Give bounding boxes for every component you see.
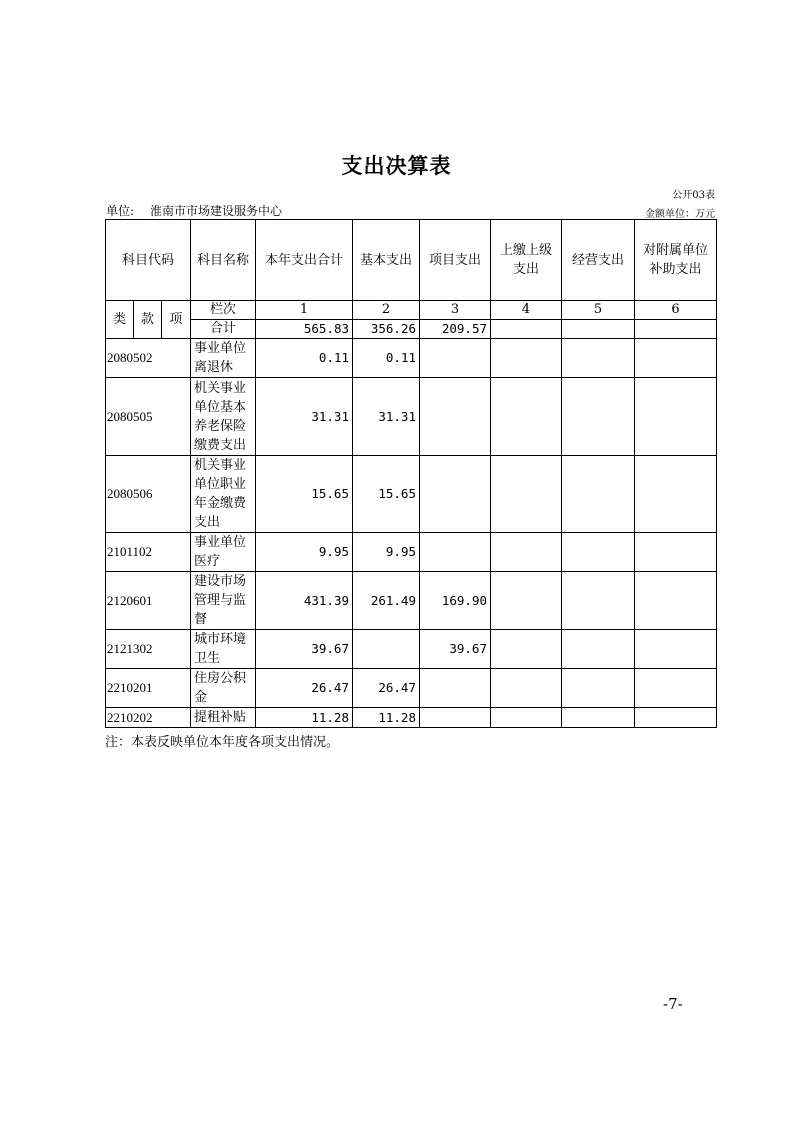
- column-number: 1: [256, 301, 353, 320]
- amount-project: [420, 378, 491, 456]
- header-xiang: 项: [162, 301, 191, 339]
- table-row: [106, 708, 717, 728]
- header-name: 科目名称: [191, 220, 256, 301]
- amount-total: 0.11: [256, 339, 353, 378]
- header-code: 科目代码: [106, 220, 191, 301]
- table-row: [106, 669, 717, 708]
- column-number: 3: [420, 301, 491, 320]
- subject-code: 2080506: [106, 456, 191, 533]
- amount-operating: [562, 669, 635, 708]
- header-row: [106, 220, 717, 301]
- amount-project: 169.90: [420, 572, 491, 630]
- subject-code: 2210201: [106, 669, 191, 708]
- amount-basic: 11.28: [353, 708, 420, 728]
- column-number-label: 栏次: [191, 301, 256, 320]
- amount-total: 431.39: [256, 572, 353, 630]
- amount-subsidy: [635, 572, 717, 630]
- amount-upper: [491, 630, 562, 669]
- amount-project: [420, 533, 491, 572]
- subject-name: 事业单位医疗: [191, 533, 256, 572]
- amount-operating: [562, 708, 635, 728]
- column-number: 4: [491, 301, 562, 320]
- unit-label: 单位:: [106, 204, 135, 218]
- total-cell: 565.83: [256, 320, 353, 339]
- table-row: [106, 630, 717, 669]
- amount-operating: [562, 378, 635, 456]
- amount-project: [420, 669, 491, 708]
- column-number-row: [106, 301, 717, 320]
- total-cell: 356.26: [353, 320, 420, 339]
- amount-upper: [491, 572, 562, 630]
- amount-project: [420, 708, 491, 728]
- amount-operating: [562, 630, 635, 669]
- header-upper: 上缴上级支出: [491, 220, 562, 301]
- total-cell: [635, 320, 717, 339]
- column-number: 6: [635, 301, 717, 320]
- page-number: -7-: [663, 995, 683, 1013]
- table-row: [106, 533, 717, 572]
- amount-operating: [562, 456, 635, 533]
- amount-basic: 15.65: [353, 456, 420, 533]
- amount-total: 9.95: [256, 533, 353, 572]
- amount-subsidy: [635, 669, 717, 708]
- amount-subsidy: [635, 339, 717, 378]
- amount-project: 39.67: [420, 630, 491, 669]
- subject-name: 提租补贴: [191, 708, 256, 728]
- amount-operating: [562, 533, 635, 572]
- amount-total: 11.28: [256, 708, 353, 728]
- header-lei: 类: [106, 301, 134, 339]
- amount-upper: [491, 456, 562, 533]
- amount-upper: [491, 708, 562, 728]
- subject-code: 2101102: [106, 533, 191, 572]
- amount-unit: 金额单位：万元: [645, 209, 715, 220]
- column-number: 5: [562, 301, 635, 320]
- header-basic: 基本支出: [353, 220, 420, 301]
- unit-row: [106, 202, 282, 219]
- amount-basic: 9.95: [353, 533, 420, 572]
- header-subsidy: 对附属单位补助支出: [635, 220, 717, 301]
- subject-name: 住房公积金: [191, 669, 256, 708]
- table-row: [106, 378, 717, 456]
- subject-name: 建设市场管理与监督: [191, 572, 256, 630]
- amount-subsidy: [635, 708, 717, 728]
- subject-name: 事业单位离退休: [191, 339, 256, 378]
- subject-name: 机关事业单位职业年金缴费支出: [191, 456, 256, 533]
- amount-upper: [491, 669, 562, 708]
- amount-total: 31.31: [256, 378, 353, 456]
- amount-basic: [353, 630, 420, 669]
- amount-subsidy: [635, 630, 717, 669]
- header-kuan: 款: [134, 301, 162, 339]
- subject-code: 2210202: [106, 708, 191, 728]
- header-operating: 经营支出: [562, 220, 635, 301]
- subject-code: 2120601: [106, 572, 191, 630]
- amount-project: [420, 339, 491, 378]
- expenditure-table: [105, 219, 717, 728]
- unit-name: 淮南市市场建设服务中心: [150, 204, 283, 218]
- subject-name: 机关事业单位基本养老保险缴费支出: [191, 378, 256, 456]
- total-row: [106, 320, 717, 339]
- amount-total: 15.65: [256, 456, 353, 533]
- total-cell: 209.57: [420, 320, 491, 339]
- subject-code: 2080502: [106, 339, 191, 378]
- amount-subsidy: [635, 378, 717, 456]
- amount-upper: [491, 533, 562, 572]
- amount-operating: [562, 339, 635, 378]
- header-project: 项目支出: [420, 220, 491, 301]
- subject-code: 2121302: [106, 630, 191, 669]
- amount-basic: 31.31: [353, 378, 420, 456]
- page-title: 支出决算表: [341, 154, 452, 178]
- amount-operating: [562, 572, 635, 630]
- form-number: 公开03表: [672, 190, 715, 201]
- subject-name: 城市环境卫生: [191, 630, 256, 669]
- amount-upper: [491, 339, 562, 378]
- amount-subsidy: [635, 456, 717, 533]
- amount-total: 26.47: [256, 669, 353, 708]
- total-cell: [562, 320, 635, 339]
- amount-project: [420, 456, 491, 533]
- table-row: [106, 572, 717, 630]
- header-total: 本年支出合计: [256, 220, 353, 301]
- amount-subsidy: [635, 533, 717, 572]
- table-row: [106, 456, 717, 533]
- amount-upper: [491, 378, 562, 456]
- amount-basic: 261.49: [353, 572, 420, 630]
- subject-code: 2080505: [106, 378, 191, 456]
- total-label: 合计: [191, 320, 256, 339]
- amount-total: 39.67: [256, 630, 353, 669]
- table-row: [106, 339, 717, 378]
- amount-basic: 0.11: [353, 339, 420, 378]
- amount-basic: 26.47: [353, 669, 420, 708]
- table-note: 注：本表反映单位本年度各项支出情况。: [105, 735, 340, 750]
- total-cell: [491, 320, 562, 339]
- column-number: 2: [353, 301, 420, 320]
